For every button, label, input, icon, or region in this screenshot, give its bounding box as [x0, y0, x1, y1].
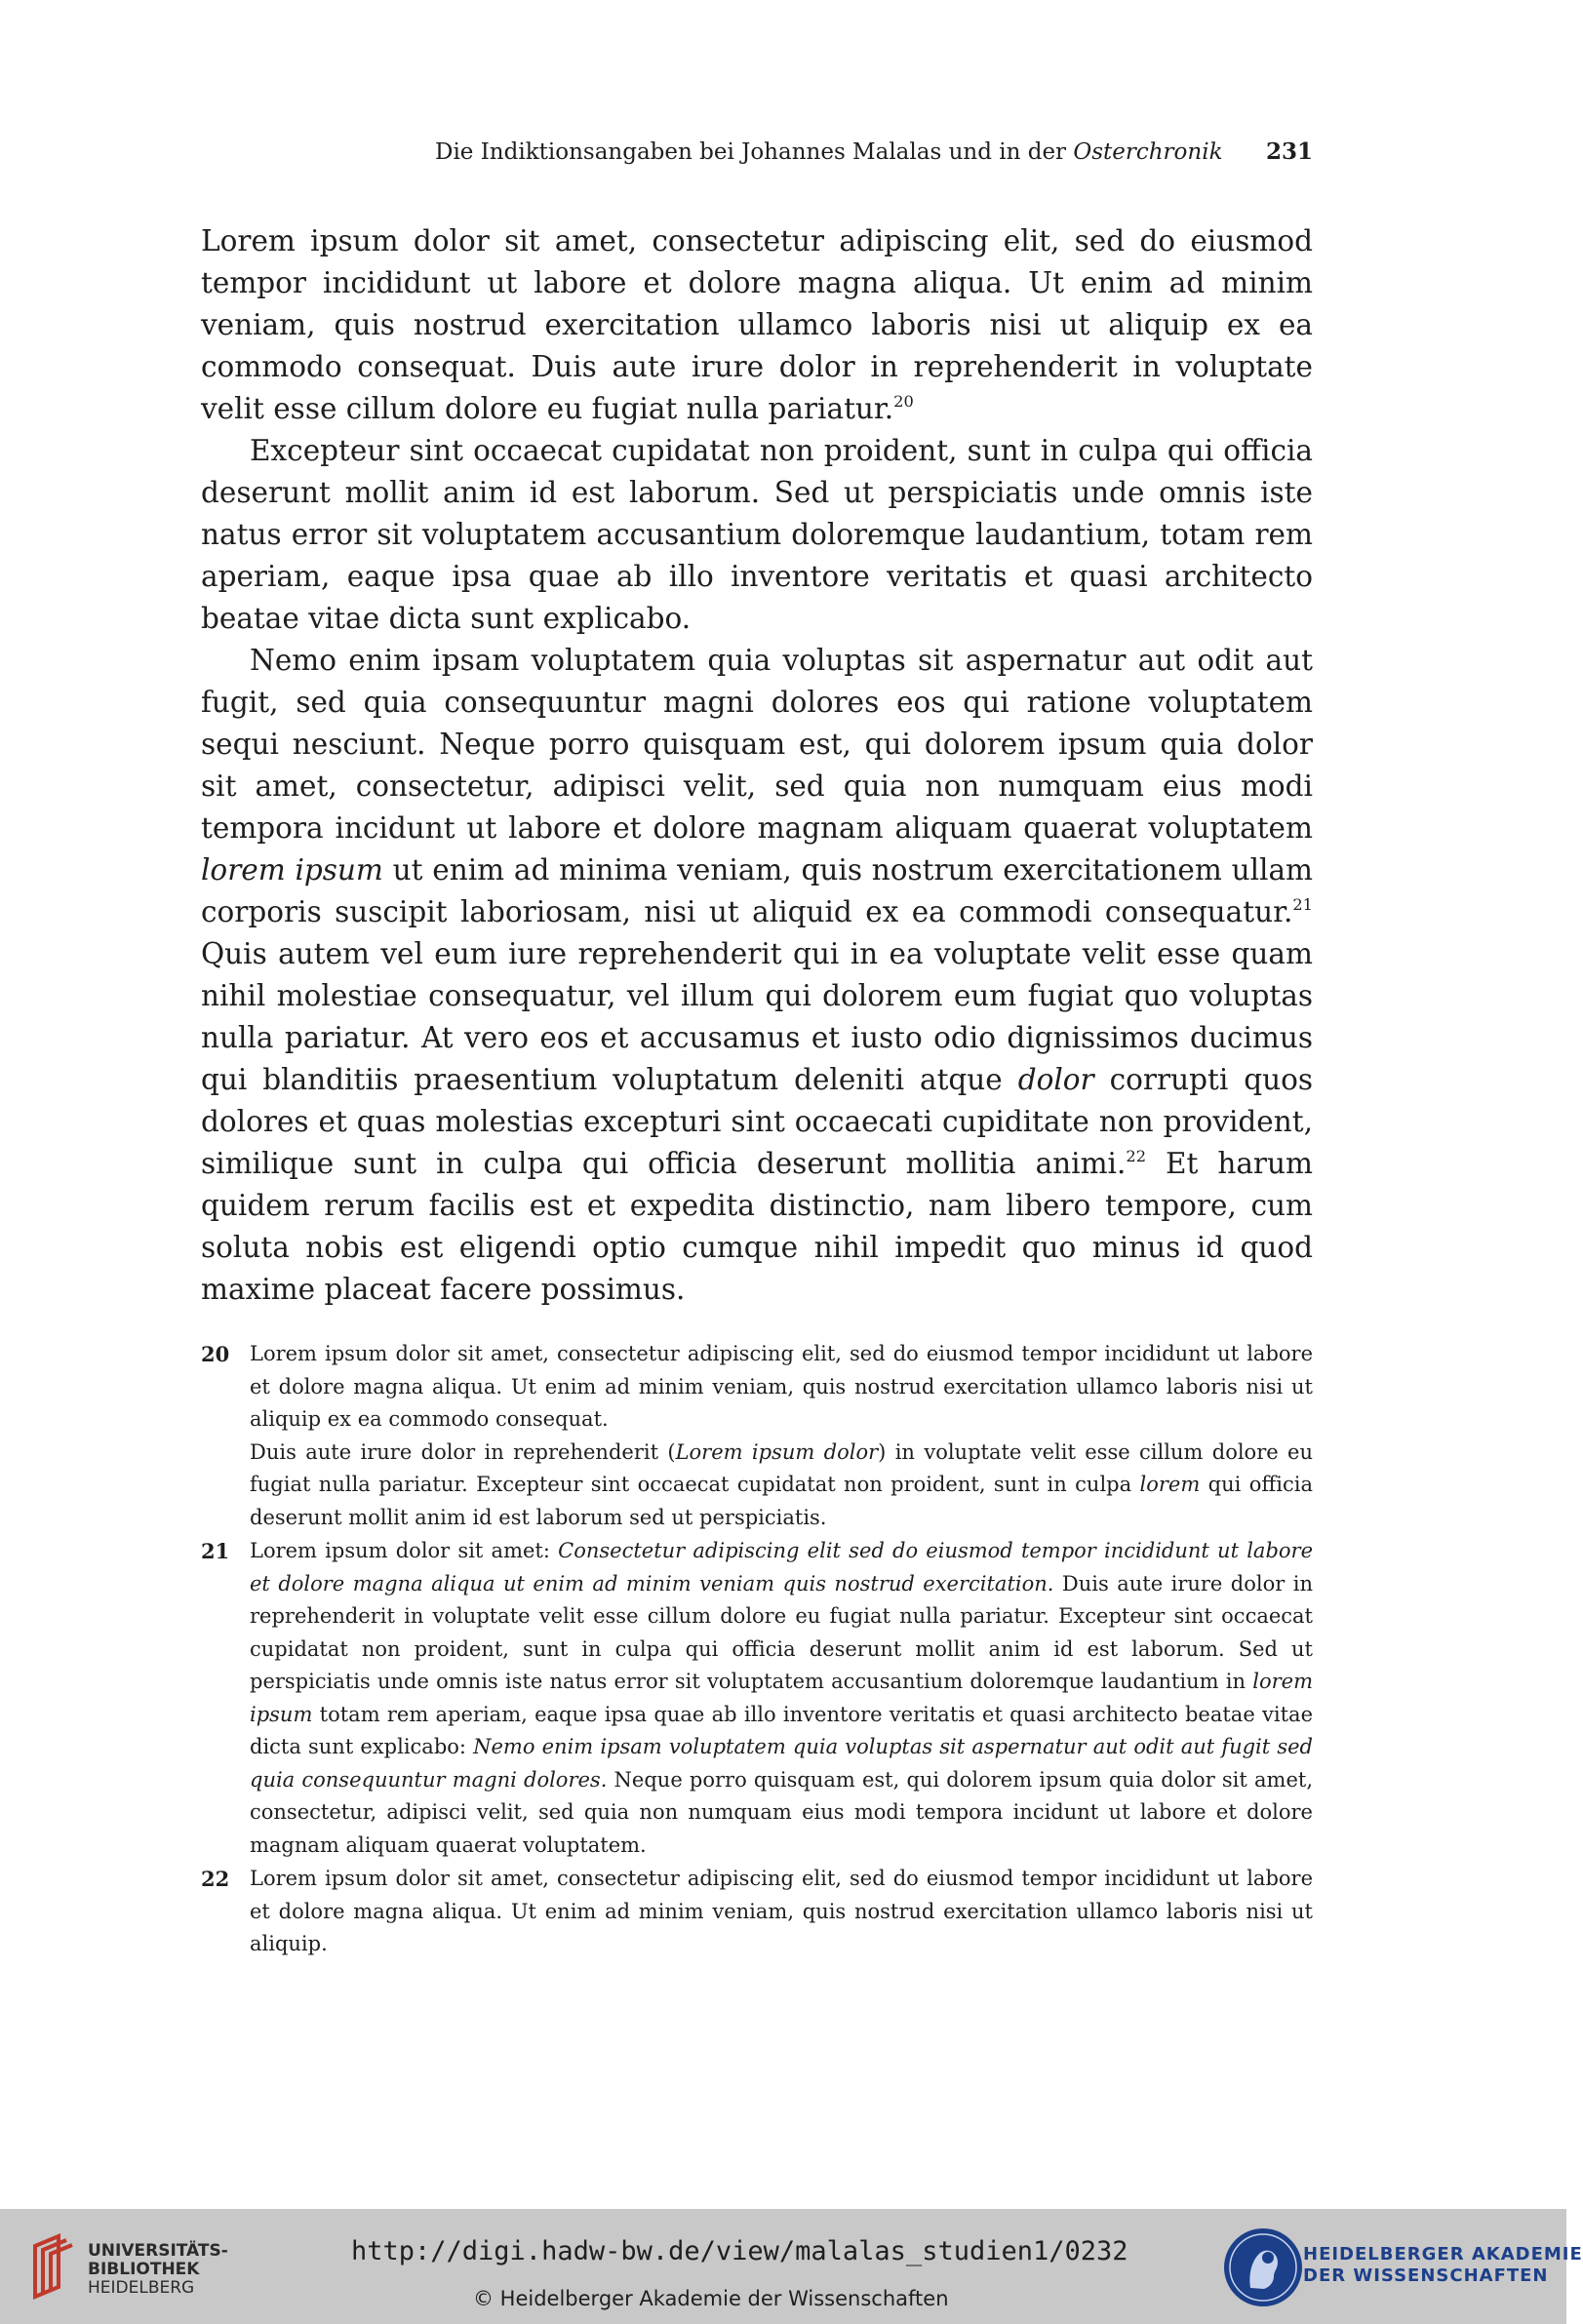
running-head-title	[435, 133, 1223, 172]
footnote-22-para: Lorem ipsum dolor sit amet, consectetur adipiscing elit, sed do eiusmod tempor incididunt ut labore et dolore magna aliqua. Ut enim ad minim veniam, quis nostrud exercitation ullamco laboris nisi ut aliquip.	[250, 1867, 1313, 1955]
paragraph-3	[201, 640, 1313, 1311]
footnote-number: 21	[201, 1539, 230, 1563]
university-library-logo-icon	[29, 2228, 78, 2306]
running-head-title-text: Die Indiktionsangaben bei Johannes Malalas und in der	[435, 139, 1074, 165]
footnote-number: 22	[201, 1867, 230, 1891]
academy-line-2: DER WISSENSCHAFTEN	[1303, 2265, 1549, 2286]
running-head-title-italic: Osterchronik	[1073, 139, 1223, 165]
paragraph-3-italic-2: dolor	[1017, 1063, 1094, 1096]
paragraph-3-text-d: corrupti quos dolores et quas molestias excepturi sint occaecati cupiditate non provident, similique sunt in culpa qui officia deserunt mollitia animi.	[201, 1063, 1313, 1180]
paragraph-3-text-e: Et harum quidem rerum facilis est et expedita distinctio, nam libero tempore, cum soluta nobis est eligendi optio cumque nihil impedit quo minus id quod maxime placeat facere possimus.	[201, 1147, 1313, 1306]
university-library-logo[interactable]	[29, 2228, 293, 2306]
library-line-1: UNIVERSITÄTS-	[88, 2241, 228, 2261]
footnote-21-text-c: totam rem aperiam, eaque ipsa quae ab illo inventore veritatis et quasi architecto beatae vitae dicta sunt explicabo:	[250, 1702, 1313, 1758]
academy-line-1: HEIDELBERGER AKADEMIE	[1303, 2244, 1583, 2265]
paragraph-3-text-b: ut enim ad minima veniam, quis nostrum exercitationem ullam corporis suscipit laboriosam, nisi ut aliquid ex ea commodi consequatur.	[201, 853, 1314, 928]
copyright-notice: © Heidelberger Akademie der Wissenschaften	[473, 2287, 949, 2310]
footnote-20	[201, 1338, 1313, 1534]
footnote-20-para-2	[250, 1437, 1313, 1535]
paragraph-3-text-a: Nemo enim ipsam voluptatem quia voluptas sit aspernatur aut odit aut fugit, sed quia consequuntur magni dolores eos qui ratione voluptatem sequi nesciunt. Neque porro quisquam est, qui dolorem ipsum quia dolor sit amet, consectetur, adipisci velit, sed quia non numquam eius modi tempora incidunt ut labore et dolore magnam aliquam quaerat voluptatem	[201, 644, 1313, 845]
footnote-ref-21[interactable]: 21	[1292, 894, 1313, 914]
footnote-21-text-a: Lorem ipsum dolor sit amet:	[250, 1539, 559, 1562]
footnote-22	[201, 1863, 1313, 1961]
permalink-url[interactable]: http://digi.hadw-bw.de/view/malalas_studien1/0232	[351, 2236, 1128, 2266]
academy-name	[1303, 2244, 1583, 2287]
paragraph-1	[201, 220, 1313, 430]
library-line-2: BIBLIOTHEK	[88, 2260, 200, 2279]
main-text	[201, 220, 1314, 1306]
footnote-20-text-c: qui officia deserunt mollit anim id est laborum sed ut perspiciatis.	[250, 1473, 1313, 1529]
footnote-21-italic-3: Nemo enim ipsam voluptatem quia voluptas sit aspernatur aut odit aut fugit sed quia consequuntur magni dolores.	[250, 1735, 1313, 1792]
footnote-21-text-d: Neque porro quisquam est, qui dolorem ipsum quia dolor sit amet, consectetur, adipisci velit, sed quia non numquam eius modi tempora incidunt ut labore et dolore magnam aliquam quaerat voluptatem.	[250, 1767, 1313, 1857]
footnote-21	[201, 1535, 1313, 1862]
paragraph-2-text: Excepteur sint occaecat cupidatat non proident, sunt in culpa qui officia deserunt mollit anim id est laborum. Sed ut perspiciatis unde omnis iste natus error sit voluptatem accusantium doloremque laudantium, totam rem aperiam, eaque ipsa quae ab illo inventore veritatis et quasi architecto beatae vitae dicta sunt explicabo.	[201, 434, 1313, 635]
footnote-ref-22[interactable]: 22	[1126, 1146, 1147, 1165]
footnote-20-text-b: ) in voluptate velit esse cillum dolore eu fugiat nulla pariatur. Excepteur sint occaecat cupidatat non proident, sunt in culpa	[250, 1439, 1313, 1496]
paragraph-2	[201, 430, 1313, 640]
footnote-ref-20[interactable]: 20	[893, 391, 914, 411]
running-head	[201, 133, 1313, 172]
footnote-21-italic-2: lorem ipsum	[250, 1670, 1313, 1726]
paragraph-3-text-c: Quis autem vel eum iure reprehenderit qui in ea voluptate velit esse quam nihil molestiae consequatur, vel illum qui dolorem eum fugiat quo voluptas nulla pariatur. At vero eos et accusamus et iusto odio dignissimos ducimus qui blanditiis praesentium voluptatum deleniti atque	[201, 937, 1313, 1096]
footer-bar	[0, 2209, 1583, 2324]
paragraph-1-text: Lorem ipsum dolor sit amet, consectetur adipiscing elit, sed do eiusmod tempor incididunt ut labore et dolore magna aliqua. Ut enim ad minim veniam, quis nostrud exercitation ullamco laboris nisi ut aliquip ex ea commodo consequat. Duis aute irure dolor in reprehenderit in voluptate velit esse cillum dolore eu fugiat nulla pariatur.	[201, 224, 1313, 425]
page-number: 231	[1265, 138, 1313, 165]
footnote-20-italic-2: lorem	[1139, 1473, 1201, 1496]
footnote-21-italic-1: Consectetur adipiscing elit sed do eiusmod tempor incididunt ut labore et dolore magna aliqua ut enim ad minim veniam quis nostrud exercitation.	[250, 1539, 1314, 1595]
footnote-21-text-b: Duis aute irure dolor in reprehenderit in voluptate velit esse cillum dolore eu fugiat nulla pariatur. Excepteur sint occaecat cupidatat non proident, sunt in culpa qui officia deserunt mollit anim id est laborum. Sed ut perspiciatis unde omnis iste natus error sit voluptatem accusantium doloremque laudantium in	[250, 1571, 1313, 1693]
university-library-name	[88, 2242, 228, 2298]
library-line-3: HEIDELBERG	[88, 2278, 195, 2298]
footnotes	[201, 1338, 1313, 1997]
footnote-20-italic-1: Lorem ipsum dolor	[675, 1439, 879, 1464]
academy-seal-icon[interactable]	[1209, 2226, 1317, 2309]
footnote-21-para	[250, 1535, 1313, 1862]
footnote-20-text-a: Duis aute irure dolor in reprehenderit (	[250, 1439, 676, 1464]
footnote-number: 20	[201, 1342, 230, 1366]
paragraph-3-italic-1: lorem ipsum	[201, 853, 383, 886]
footnote-20-para-1: Lorem ipsum dolor sit amet, consectetur adipiscing elit, sed do eiusmod tempor incididunt ut labore et dolore magna aliqua. Ut enim ad minim veniam, quis nostrud exercitation ullamco laboris nisi ut aliquip ex ea commodo consequat.	[250, 1342, 1313, 1431]
